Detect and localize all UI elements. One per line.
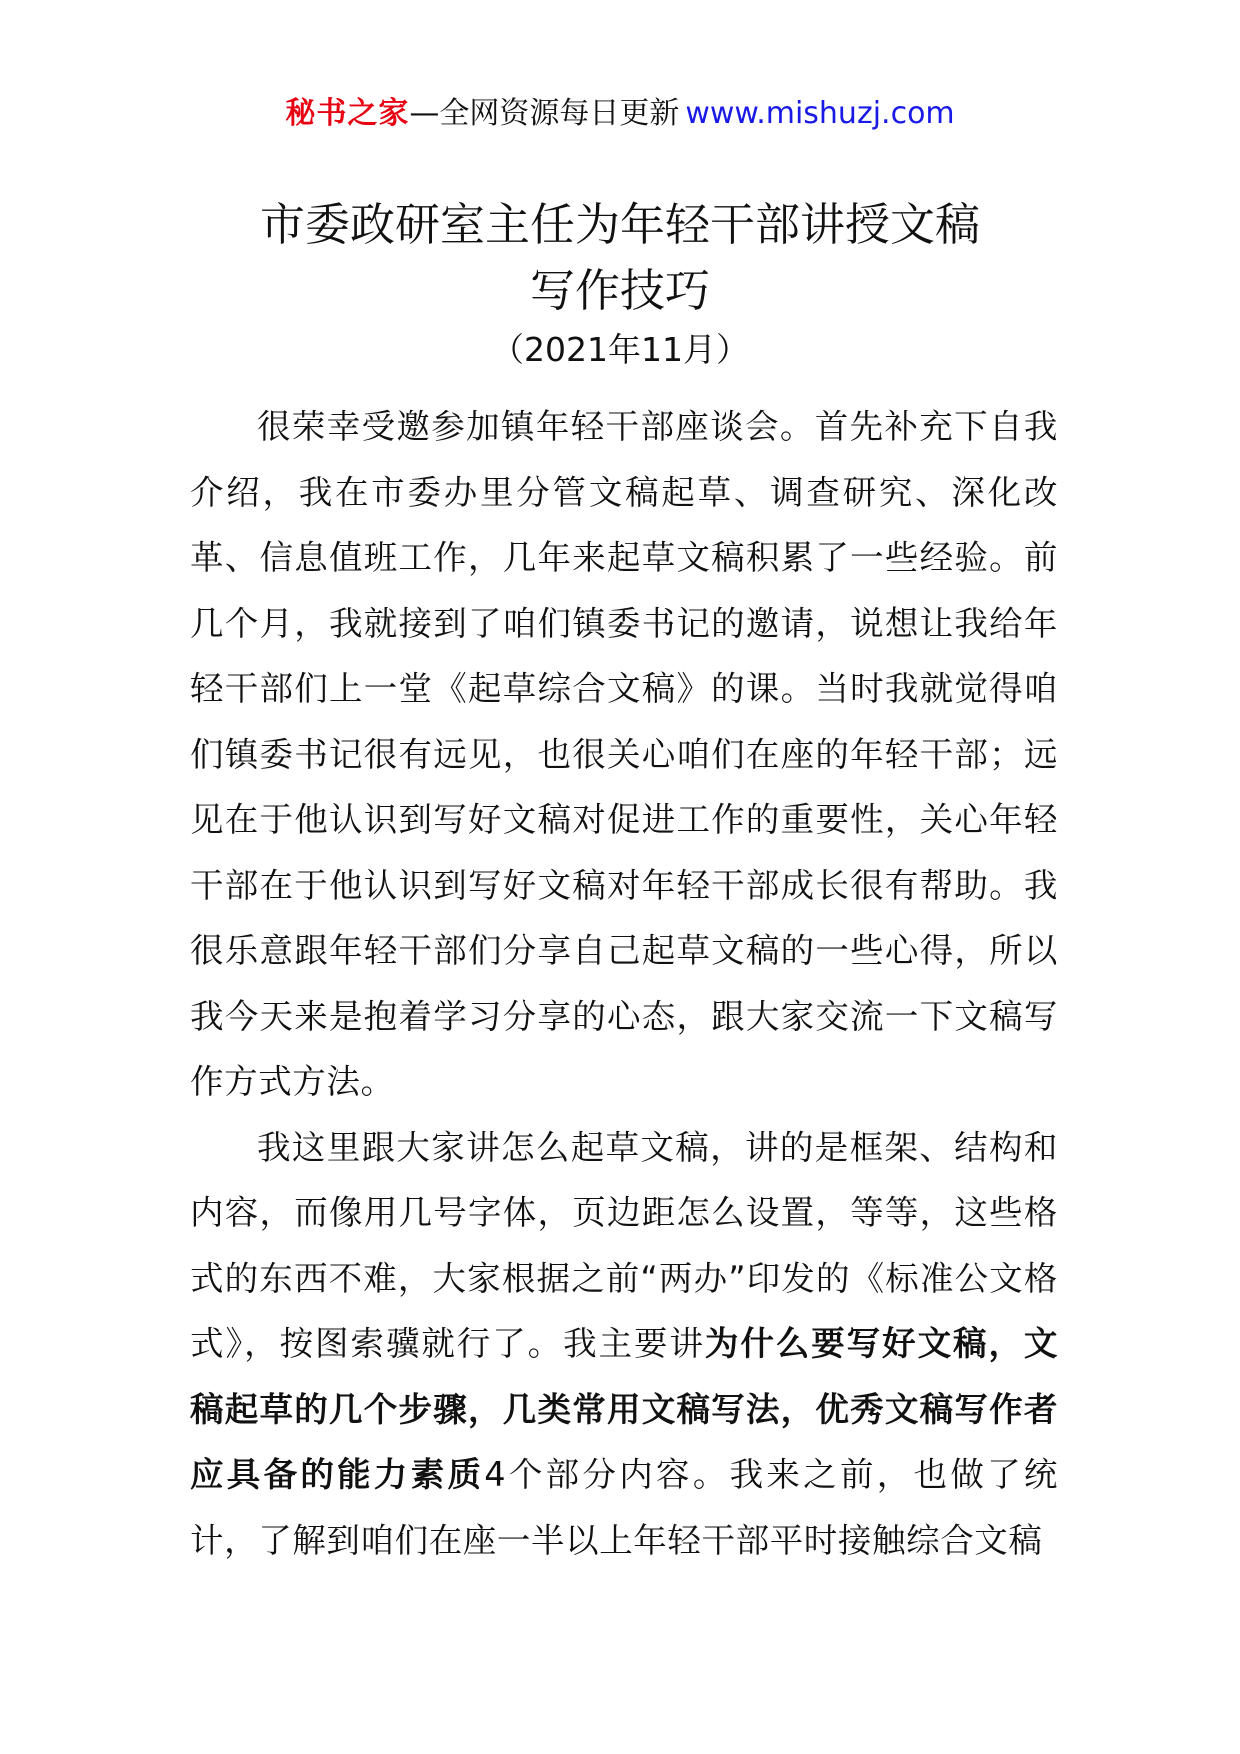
site-header [0, 92, 1240, 136]
site-url-link[interactable]: www.mishuzj.com [685, 96, 955, 131]
paragraph-2-text-start: 我这里跟大家讲怎么起草文稿，讲的是框架、结构和内容，而像用几号字体，页边距怎么设置，等等，这些格式的东西不难，大家根据之前“两办”印发的《标准公文格式》，按图索骥就行了。我主要讲 [190, 1127, 1058, 1363]
document-title [0, 192, 1240, 324]
site-tagline: —全网资源每日更新 [409, 96, 680, 131]
document-body [190, 394, 1058, 1573]
paragraph-2 [190, 1115, 1058, 1574]
brand-name: 秘书之家 [285, 96, 410, 131]
title-line-2: 写作技巧 [529, 264, 710, 317]
paragraph-1: 很荣幸受邀参加镇年轻干部座谈会。首先补充下自我介绍，我在市委办里分管文稿起草、调查研究、深化改革、信息值班工作，几年来起草文稿积累了一些经验。前几个月，我就接到了咱们镇委书记的邀请，说想让我给年轻干部们上一堂《起草综合文稿》的课。当时我就觉得咱们镇委书记很有远见，也很关心咱们在座的年轻干部；远见在于他认识到写好文稿对促进工作的重要性，关心年轻干部在于他认识到写好文稿对年轻干部成长很有帮助。我很乐意跟年轻干部们分享自己起草文稿的一些心得，所以我今天来是抱着学习分享的心态，跟大家交流一下文稿写作方式方法。 [190, 407, 1058, 1101]
document-date: （2021年11月） [491, 330, 749, 369]
title-line-1: 市委政研室主任为年轻干部讲授文稿 [259, 198, 980, 251]
paragraph-2-bold-topics: 为什么要写好文稿，文稿起草的几个步骤，几类常用文稿写法，优秀文稿写作者应具备的能力素质 [190, 1324, 1058, 1494]
paragraph-2-text-end: 4个部分内容。我来之前，也做了统计，了解到咱们在座一半以上年轻干部平时接触综合文稿 [190, 1455, 1058, 1560]
